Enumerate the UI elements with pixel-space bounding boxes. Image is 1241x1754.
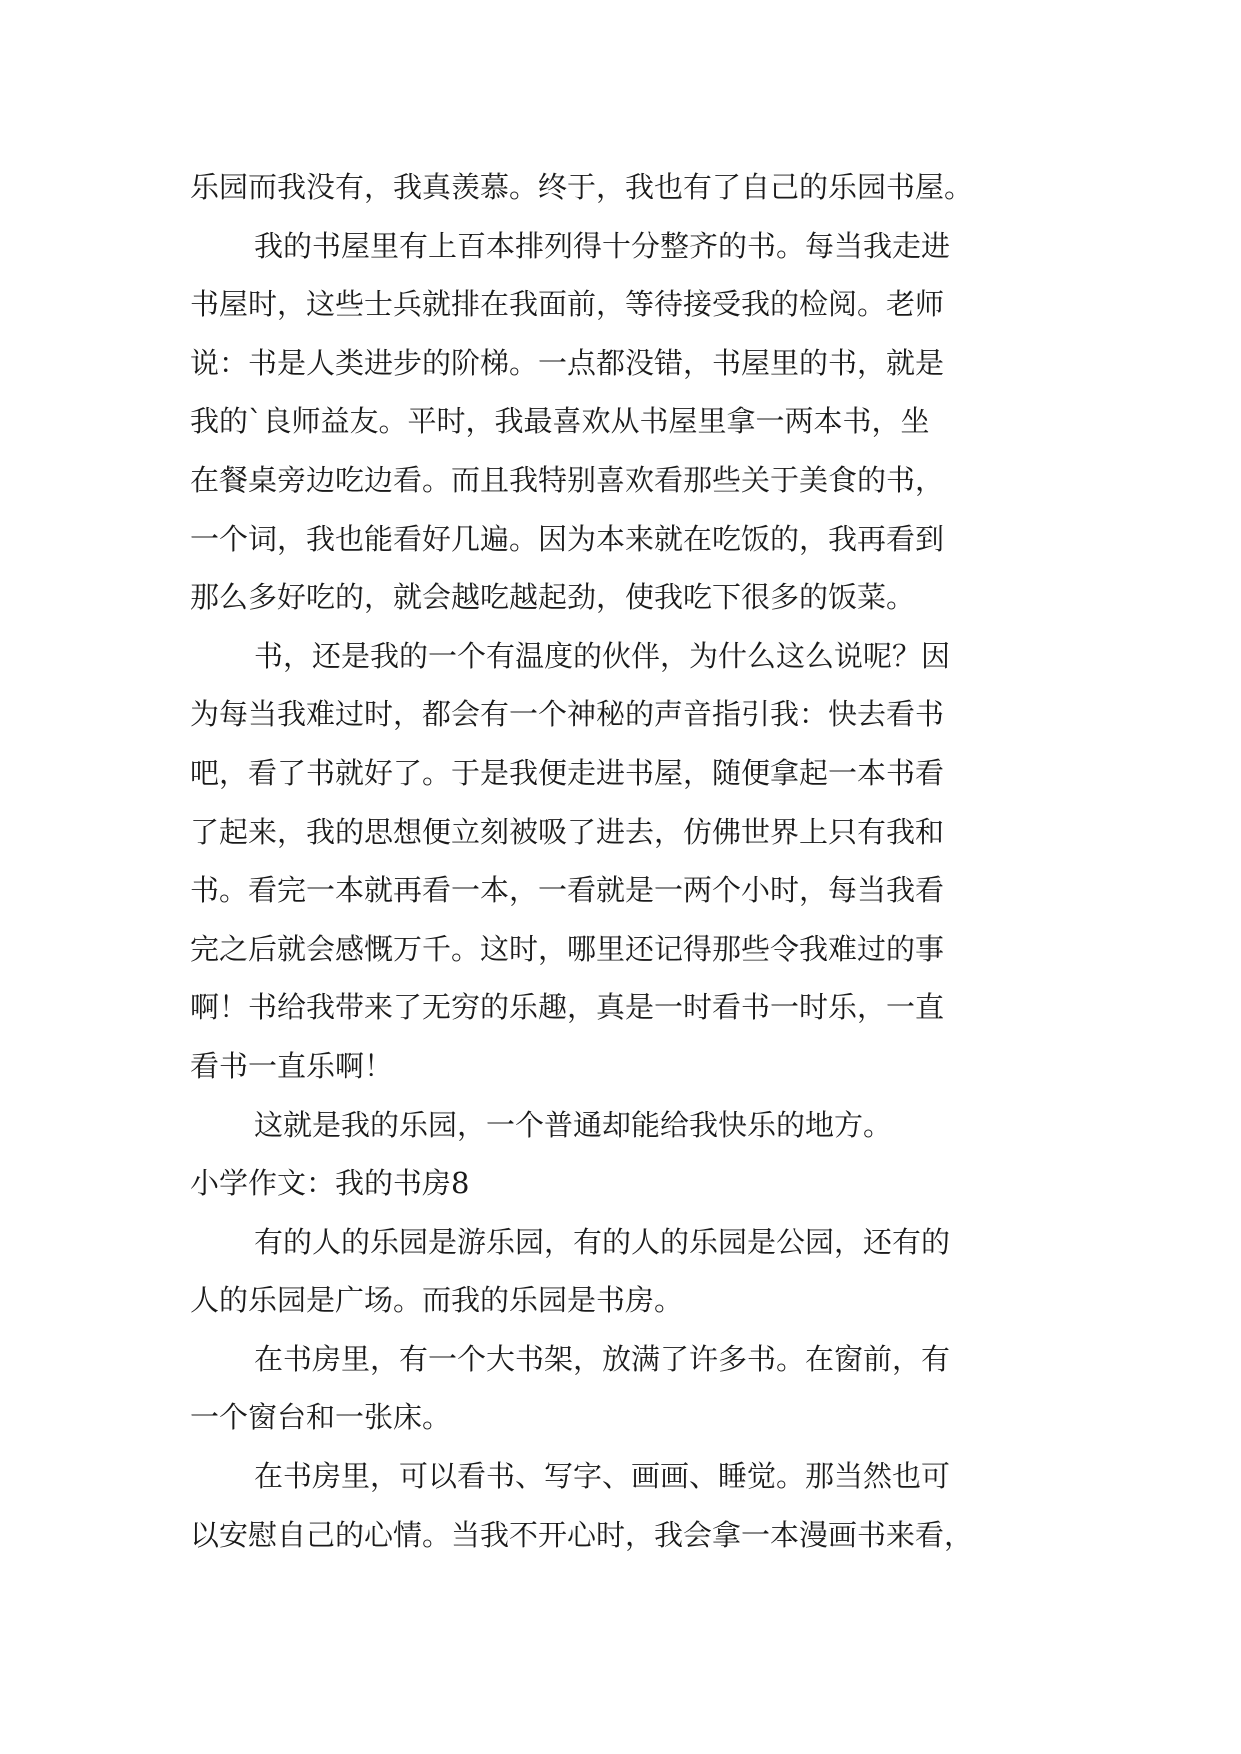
text-line: 看书一直乐啊！ [190, 1048, 394, 1083]
text-line: 说：书是人类进步的阶梯。一点都没错，书屋里的书，就是 [190, 345, 945, 380]
text-line: 完之后就会感慨万千。这时，哪里还记得那些令我难过的事 [190, 931, 945, 966]
text-line: 小学作文：我的书房8 [190, 1166, 470, 1201]
text-line: 我的`良师益友。平时，我最喜欢从书屋里拿一两本书，坐 [190, 404, 930, 439]
text-line: 乐园而我没有，我真羡慕。终于，我也有了自己的乐园书屋。 [190, 170, 974, 204]
text-line: 这就是我的乐园，一个普通却能给我快乐的地方。 [254, 1107, 893, 1142]
text-line: 那么多好吃的，就会越吃越起劲，使我吃下很多的饭菜。 [190, 580, 916, 615]
text-line: 在书房里，有一个大书架，放满了许多书。在窗前，有 [254, 1341, 951, 1376]
text-line: 一个词，我也能看好几遍。因为本来就在吃饭的，我再看到 [190, 521, 945, 556]
text-line: 以安慰自己的心情。当我不开心时，我会拿一本漫画书来看， [190, 1517, 974, 1552]
text-line: 吧，看了书就好了。于是我便走进书屋，随便拿起一本书看 [190, 755, 945, 790]
document-body [190, 158, 1070, 1564]
text-line: 书，还是我的一个有温度的伙伴，为什么这么说呢？因 [254, 638, 951, 673]
text-line: 有的人的乐园是游乐园，有的人的乐园是公园，还有的 [254, 1224, 951, 1259]
text-line: 为每当我难过时，都会有一个神秘的声音指引我：快去看书 [190, 697, 945, 732]
text-line: 一个窗台和一张床。 [190, 1400, 452, 1435]
text-line: 书屋时，这些士兵就排在我面前，等待接受我的检阅。老师 [190, 287, 945, 322]
text-line: 人的乐园是广场。而我的乐园是书房。 [190, 1283, 684, 1318]
text-line: 在餐桌旁边吃边看。而且我特别喜欢看那些关于美食的书， [190, 462, 945, 497]
text-line: 我的书屋里有上百本排列得十分整齐的书。每当我走进 [254, 228, 951, 263]
text-line: 在书房里，可以看书、写字、画画、睡觉。那当然也可 [254, 1459, 951, 1494]
text-line: 书。看完一本就再看一本，一看就是一两个小时，每当我看 [190, 873, 945, 908]
text-line: 了起来，我的思想便立刻被吸了进去，仿佛世界上只有我和 [190, 814, 945, 849]
text-line: 啊！书给我带来了无穷的乐趣，真是一时看书一时乐，一直 [190, 990, 945, 1025]
